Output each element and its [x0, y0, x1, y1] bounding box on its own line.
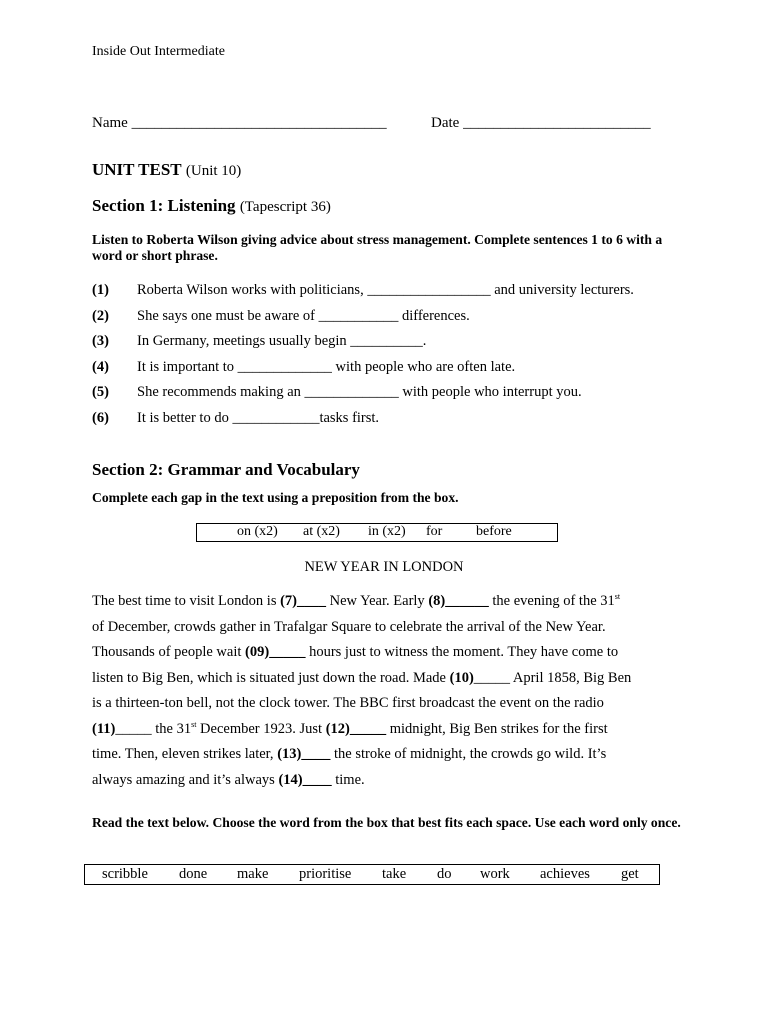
gap-8[interactable]: (8)______ — [428, 593, 489, 609]
text-span: The best time to visit London is — [92, 593, 281, 609]
question-text: It is important to _____________ with people who are often late. — [137, 358, 516, 375]
gap-14[interactable]: (14)____ — [278, 771, 332, 788]
question-text: Roberta Wilson works with politicians, _________________ and university lecturers. — [137, 282, 634, 298]
name-field[interactable]: __________________________________ — [131, 115, 387, 131]
question-number: (3) — [92, 333, 109, 349]
word-box-item: get — [621, 866, 639, 882]
vocabulary-word-box — [84, 864, 660, 885]
question-number: (1) — [92, 282, 109, 298]
paragraph-line — [92, 666, 682, 692]
question-list — [92, 282, 692, 435]
question-number: (5) — [92, 384, 109, 400]
text-span: the stroke of midnight, the crowds go wild. It’s — [330, 746, 607, 762]
paragraph-line — [92, 589, 682, 615]
word-box-item: take — [382, 866, 407, 882]
word-box-item: in (x2) — [368, 524, 406, 539]
question-text: She says one must be aware of ___________ differences. — [137, 307, 470, 324]
word-box-item: prioritise — [299, 866, 352, 882]
section1-heading — [92, 196, 331, 216]
question-item — [92, 410, 692, 436]
paragraph-line: of December, crowds gather in Trafalgar Square to celebrate the arrival of the New Year. — [92, 618, 606, 635]
section2-title: Section 2: Grammar and Vocabulary — [92, 460, 360, 479]
text-span: time. Then, eleven strikes later, — [92, 746, 278, 762]
gap-12[interactable]: (12)_____ — [325, 720, 387, 737]
paragraph-line — [92, 768, 682, 794]
text-span: always amazing and it’s always — [92, 771, 279, 788]
unit-test-heading — [92, 160, 241, 180]
word-box-item: on (x2) — [237, 524, 278, 539]
text-span: _____ the 31 — [115, 720, 192, 737]
question-number: (2) — [92, 307, 109, 324]
text-span: _____ April 1858, Big Ben — [473, 669, 632, 686]
gap-7[interactable]: (7)____ — [280, 593, 327, 609]
question-item — [92, 359, 692, 385]
section1-subtitle: (Tapescript 36) — [239, 199, 331, 215]
text-span: hours just to witness the moment. They have come to — [305, 644, 619, 660]
superscript: st — [191, 719, 197, 729]
gap-fill-paragraph — [92, 589, 682, 793]
question-item — [92, 333, 692, 359]
text-span: time. — [331, 771, 365, 788]
date-label: Date — [431, 115, 460, 131]
section2-instruction: Complete each gap in the text using a preposition from the box. — [92, 490, 459, 505]
word-box-item: scribble — [102, 866, 148, 882]
gap-13[interactable]: (13)____ — [277, 746, 331, 762]
preposition-word-box — [196, 523, 558, 542]
text-span: midnight, Big Ben strikes for the first — [386, 720, 608, 737]
gap-11[interactable]: (11) — [92, 720, 116, 737]
paragraph-line — [92, 717, 682, 743]
word-box-item: for — [426, 524, 443, 539]
word-box-item: done — [179, 866, 208, 882]
superscript: st — [614, 592, 621, 602]
date-field[interactable]: _________________________ — [463, 115, 651, 131]
question-number: (6) — [92, 409, 109, 426]
section2-instruction-2: Read the text below. Choose the word from the box that best fits each space. Use each word only once. — [92, 815, 681, 830]
section1-title: Section 1: Listening — [92, 196, 236, 215]
document-header: Inside Out Intermediate — [92, 44, 225, 59]
unit-test-title: UNIT TEST — [92, 160, 182, 179]
text-span: New Year. Early — [326, 593, 429, 609]
word-box-item: make — [237, 866, 269, 882]
word-box-item: work — [480, 866, 510, 882]
text-span: Thousands of people wait — [92, 644, 246, 660]
word-box-item: at (x2) — [303, 524, 340, 539]
section1-instruction: Listen to Roberta Wilson giving advice about stress management. Complete sentences 1 to 6 with a word or short phrase. — [92, 232, 663, 263]
paragraph-line — [92, 640, 682, 666]
question-text: In Germany, meetings usually begin __________. — [137, 333, 427, 349]
word-box-item: do — [437, 866, 452, 882]
text-title: NEW YEAR IN LONDON — [304, 559, 464, 575]
text-span: December 1923. Just — [196, 720, 326, 737]
gap-10[interactable]: (10) — [449, 669, 474, 686]
name-label: Name — [92, 115, 128, 131]
question-text: It is better to do ____________tasks first. — [137, 409, 380, 426]
question-item — [92, 384, 692, 410]
gap-09[interactable]: (09)_____ — [245, 644, 306, 660]
text-span: the evening of the 31 — [488, 593, 615, 609]
name-date-row — [92, 115, 682, 132]
paragraph-line — [92, 742, 682, 768]
question-item — [92, 282, 692, 308]
text-span: listen to Big Ben, which is situated just down the road. Made — [92, 669, 450, 686]
unit-test-subtitle: (Unit 10) — [185, 163, 242, 179]
word-box-item: before — [476, 524, 512, 539]
question-number: (4) — [92, 358, 109, 375]
paragraph-line: is a thirteen-ton bell, not the clock tower. The BBC first broadcast the event on the radio — [92, 695, 604, 711]
question-text: She recommends making an _____________ with people who interrupt you. — [137, 384, 582, 400]
question-item — [92, 308, 692, 334]
word-box-item: achieves — [540, 866, 590, 882]
